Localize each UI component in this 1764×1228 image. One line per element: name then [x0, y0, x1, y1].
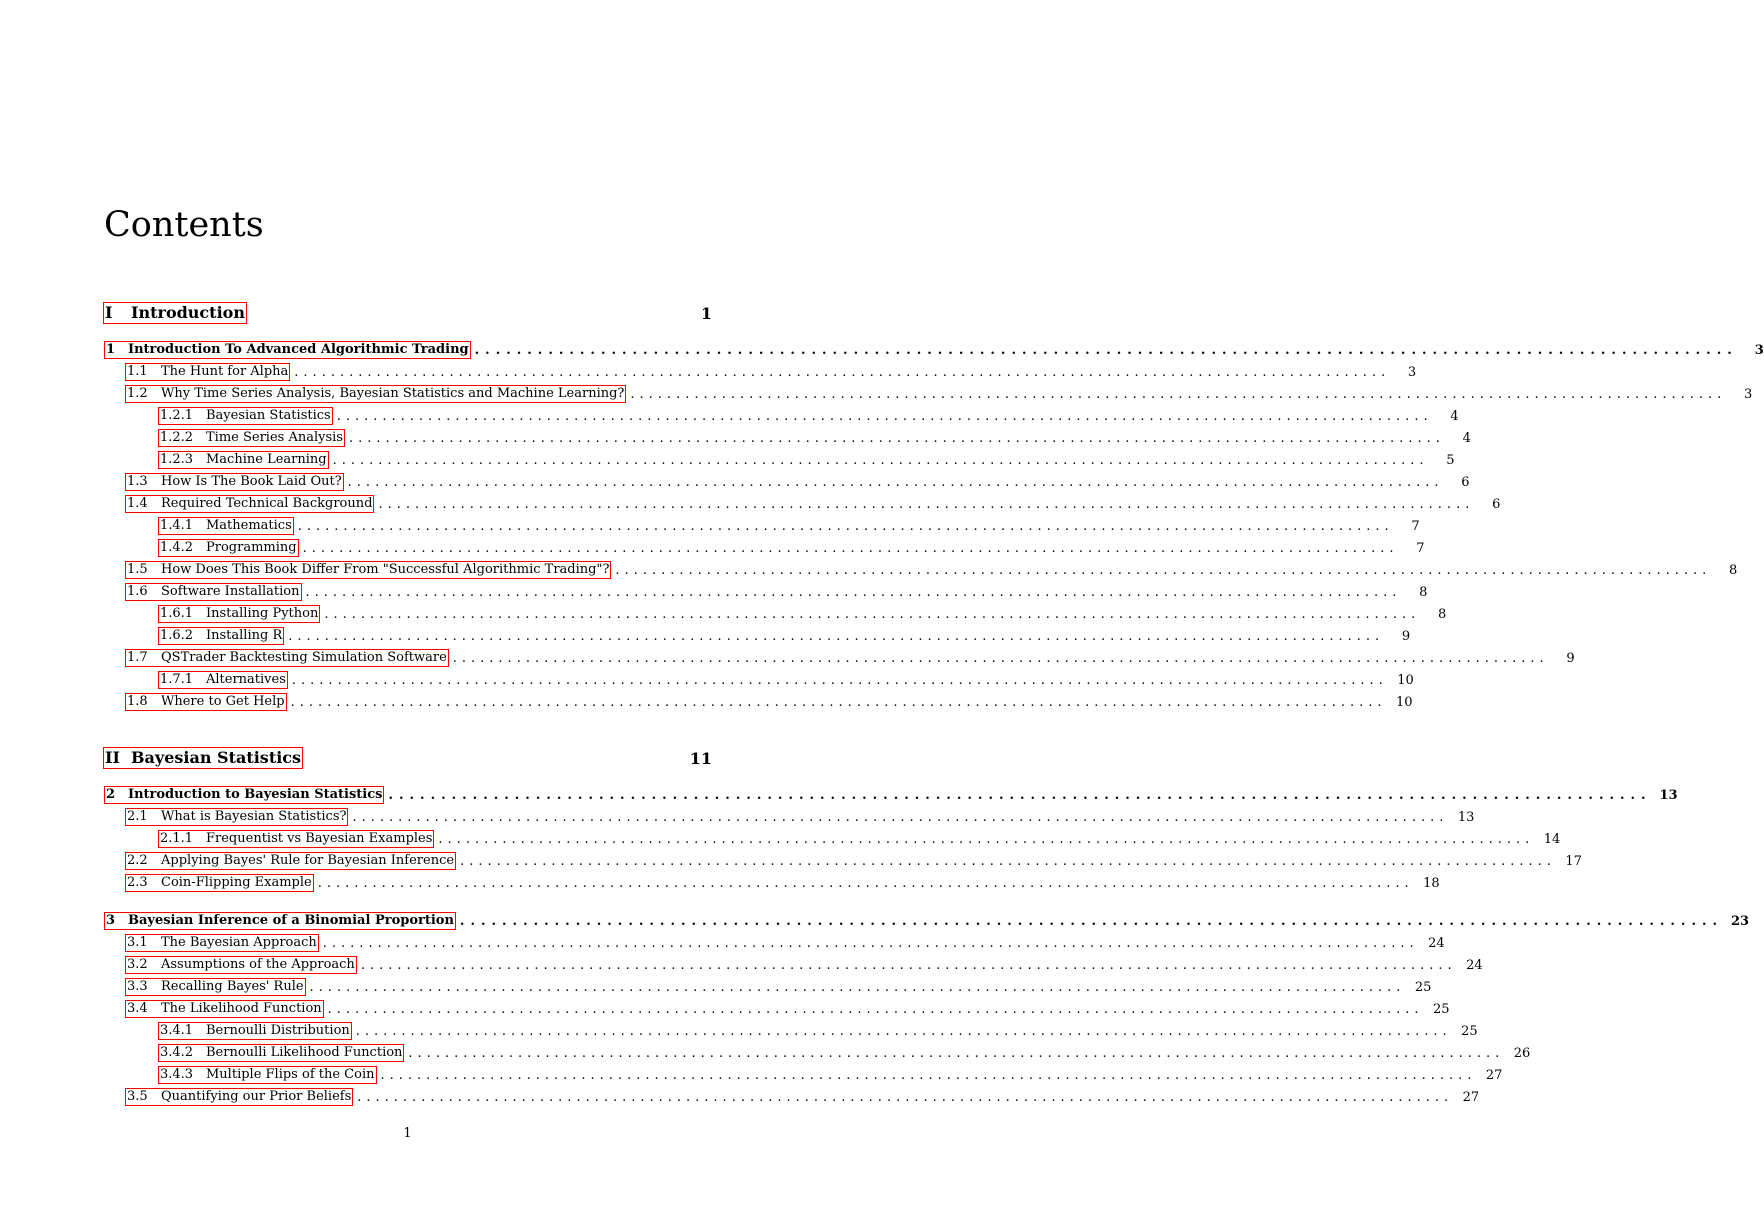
- toc-section-row: [125, 998, 1450, 1020]
- section-link[interactable]: [125, 978, 306, 996]
- section-title: Required Technical Background: [161, 496, 373, 511]
- section-page-number: 9: [1566, 650, 1575, 666]
- dot-leader: ........................................................................................................................: [615, 562, 1712, 578]
- toc-part-row: [103, 300, 712, 326]
- dot-leader: ........................................................................................................................: [322, 935, 1419, 951]
- subsection-title: Mathematics: [206, 518, 292, 533]
- section-link[interactable]: [125, 934, 319, 952]
- section-link[interactable]: [125, 852, 456, 870]
- part-link[interactable]: [103, 747, 303, 769]
- subsection-page-number: 25: [1461, 1023, 1478, 1039]
- section-title: Where to Get Help: [161, 694, 285, 709]
- subsection-link[interactable]: [158, 1022, 352, 1040]
- section-page-number: 8: [1729, 562, 1738, 578]
- dot-leader: ........................................................................................................................: [291, 672, 1388, 688]
- subsection-page-number: 5: [1446, 452, 1455, 468]
- toc-section-row: [125, 361, 1417, 383]
- section-link[interactable]: [125, 583, 302, 601]
- dot-leader: ........................................................................................................................: [348, 430, 1445, 446]
- toc-subsection-row: [158, 1020, 1478, 1042]
- section-title: Applying Bayes' Rule for Bayesian Inference: [161, 853, 455, 868]
- subsection-title: Bayesian Statistics: [206, 408, 331, 423]
- section-link[interactable]: [125, 1088, 353, 1106]
- section-number: 3.4: [127, 1001, 148, 1016]
- toc-section-row: [125, 647, 1575, 669]
- section-link[interactable]: [125, 473, 344, 491]
- subsection-number: 3.4.1: [160, 1023, 194, 1038]
- subsection-page-number: 9: [1401, 628, 1411, 644]
- part-page-number: 11: [689, 748, 712, 768]
- toc-chapter-row: [104, 910, 1750, 932]
- section-link[interactable]: [125, 956, 357, 974]
- dot-leader: ........................................................................................................................: [305, 584, 1402, 600]
- subsection-page-number: 4: [1450, 408, 1459, 424]
- dot-leader: ........................................................................................................................: [324, 606, 1421, 622]
- dot-leader: ........................................................................................................................: [317, 875, 1414, 891]
- part-number: II: [105, 748, 120, 767]
- section-page-number: 8: [1419, 584, 1428, 600]
- subsection-title: Time Series Analysis: [206, 430, 343, 445]
- subsection-number: 2.1.1: [160, 831, 194, 846]
- chapter-title: Introduction to Bayesian Statistics: [128, 787, 383, 802]
- section-page-number: 3: [1407, 364, 1417, 380]
- dot-leader: ........................................................................................................................: [332, 452, 1429, 468]
- chapter-link[interactable]: [104, 912, 456, 930]
- section-page-number: 6: [1461, 474, 1470, 490]
- subsection-page-number: 14: [1543, 831, 1561, 847]
- toc-section-row: [125, 471, 1470, 493]
- subsection-number: 3.4.2: [160, 1045, 194, 1060]
- dot-leader: ........................................................................................................................: [352, 809, 1449, 825]
- subsection-number: 1.6.1: [160, 606, 194, 621]
- dot-leader: ........................................................................................................................: [290, 694, 1387, 710]
- toc-section-row: [125, 806, 1475, 828]
- subsection-link[interactable]: [158, 429, 345, 447]
- subsection-number: 1.7.1: [160, 672, 194, 687]
- section-number: 2.3: [127, 875, 148, 890]
- section-title: Software Installation: [161, 584, 300, 599]
- toc-subsection-row: [158, 537, 1425, 559]
- subsection-title: Frequentist vs Bayesian Examples: [206, 831, 433, 846]
- section-title: How Is The Book Laid Out?: [161, 474, 342, 489]
- section-link[interactable]: [125, 495, 374, 513]
- chapter-title: Introduction To Advanced Algorithmic Trading: [128, 342, 469, 357]
- toc-subsection-row: [158, 669, 1414, 691]
- subsection-link[interactable]: [158, 1044, 404, 1062]
- subsection-page-number: 7: [1411, 518, 1420, 534]
- section-link[interactable]: [125, 363, 290, 381]
- section-number: 3.3: [127, 979, 148, 994]
- toc-section-row: [125, 559, 1738, 581]
- section-title: QSTrader Backtesting Simulation Software: [161, 650, 447, 665]
- chapter-number: 3: [106, 913, 116, 928]
- dot-leader: ........................................................................................................................: [388, 787, 1652, 803]
- dot-leader: ........................................................................................................................: [360, 957, 1457, 973]
- section-page-number: 6: [1492, 496, 1501, 512]
- part-number: I: [105, 303, 113, 322]
- section-page-number: 3: [1744, 386, 1753, 402]
- dot-leader: ........................................................................................................................: [294, 364, 1391, 380]
- toc-section-row: [125, 691, 1413, 713]
- subsection-page-number: 27: [1485, 1067, 1503, 1083]
- section-number: 3.2: [127, 957, 148, 972]
- chapter-page-number: 3: [1754, 342, 1764, 358]
- toc-part-row: [103, 745, 712, 771]
- section-number: 3.1: [127, 935, 148, 950]
- dot-leader: ........................................................................................................................: [309, 979, 1406, 995]
- toc-chapter-row: [104, 784, 1678, 806]
- subsection-number: 1.4.1: [160, 518, 194, 533]
- toc-section-row: [125, 976, 1432, 998]
- toc-section-row: [125, 581, 1428, 603]
- section-link[interactable]: [125, 385, 626, 403]
- toc-subsection-row: [158, 1064, 1503, 1086]
- toc-section-row: [125, 1086, 1480, 1108]
- page-title: Contents: [104, 205, 264, 245]
- toc-subsection-row: [158, 427, 1471, 449]
- subsection-number: 3.4.3: [160, 1067, 194, 1082]
- chapter-page-number: 13: [1659, 787, 1678, 803]
- section-number: 1.5: [127, 562, 148, 577]
- subsection-title: Installing R: [206, 628, 283, 643]
- chapter-link[interactable]: [104, 786, 384, 804]
- section-number: 1.8: [127, 694, 148, 709]
- dot-leader: ........................................................................................................................: [297, 518, 1394, 534]
- dot-leader: ........................................................................................................................: [380, 1067, 1477, 1083]
- section-page-number: 24: [1428, 935, 1445, 951]
- subsection-link[interactable]: [158, 1066, 377, 1084]
- subsection-page-number: 7: [1416, 540, 1425, 556]
- section-page-number: 27: [1462, 1089, 1480, 1105]
- dot-leader: ........................................................................................................................: [288, 628, 1385, 644]
- subsection-link[interactable]: [158, 605, 320, 623]
- section-title: Quantifying our Prior Beliefs: [161, 1089, 352, 1104]
- toc-subsection-row: [158, 515, 1420, 537]
- section-link[interactable]: [125, 808, 348, 826]
- section-link[interactable]: [125, 1000, 324, 1018]
- dot-leader: ........................................................................................................................: [438, 831, 1535, 847]
- section-number: 2.1: [127, 809, 148, 824]
- dot-leader: ........................................................................................................................: [474, 342, 1738, 358]
- section-title: How Does This Book Differ From "Successful Algorithmic Trading"?: [161, 562, 610, 577]
- dot-leader: ........................................................................................................................: [459, 913, 1724, 929]
- section-page-number: 24: [1466, 957, 1483, 973]
- section-title: Assumptions of the Approach: [161, 957, 355, 972]
- chapter-title: Bayesian Inference of a Binomial Proportion: [128, 913, 454, 928]
- section-title: The Likelihood Function: [161, 1001, 322, 1016]
- part-page-number: 1: [700, 303, 712, 323]
- chapter-page-number: 23: [1730, 913, 1750, 929]
- section-link[interactable]: [125, 874, 314, 892]
- subsection-title: Bernoulli Distribution: [206, 1023, 350, 1038]
- dot-leader: ........................................................................................................................: [378, 496, 1475, 512]
- part-title: Introduction: [131, 303, 245, 322]
- subsection-link[interactable]: [158, 517, 294, 535]
- subsection-link[interactable]: [158, 539, 299, 557]
- part-link[interactable]: [103, 302, 247, 324]
- section-title: The Hunt for Alpha: [161, 364, 289, 379]
- section-link[interactable]: [125, 693, 287, 711]
- dot-leader: ........................................................................................................................: [408, 1045, 1505, 1061]
- section-number: 1.1: [127, 364, 148, 379]
- section-number: 1.2: [127, 386, 148, 401]
- page-number: 1: [403, 1126, 412, 1141]
- subsection-title: Programming: [206, 540, 297, 555]
- subsection-link[interactable]: [158, 627, 284, 645]
- toc-section-row: [125, 932, 1445, 954]
- section-title: Why Time Series Analysis, Bayesian Statistics and Machine Learning?: [161, 386, 625, 401]
- section-number: 2.2: [127, 853, 148, 868]
- toc-section-row: [125, 954, 1483, 976]
- subsection-page-number: 10: [1397, 672, 1414, 688]
- chapter-link[interactable]: [104, 341, 471, 359]
- section-number: 1.6: [127, 584, 148, 599]
- subsection-link[interactable]: [158, 451, 329, 469]
- section-page-number: 13: [1457, 809, 1475, 825]
- subsection-page-number: 26: [1513, 1045, 1531, 1061]
- part-title: Bayesian Statistics: [131, 748, 302, 767]
- section-page-number: 17: [1565, 853, 1582, 869]
- subsection-title: Multiple Flips of the Coin: [206, 1067, 375, 1082]
- toc-subsection-row: [158, 449, 1455, 471]
- subsection-title: Installing Python: [206, 606, 319, 621]
- section-number: 1.3: [127, 474, 148, 489]
- subsection-title: Alternatives: [206, 672, 286, 687]
- section-number: 1.7: [127, 650, 148, 665]
- section-page-number: 18: [1423, 875, 1440, 891]
- toc-section-row: [125, 383, 1753, 405]
- toc-subsection-row: [158, 405, 1459, 427]
- dot-leader: ........................................................................................................................: [460, 853, 1556, 869]
- toc-subsection-row: [158, 603, 1447, 625]
- section-title: What is Bayesian Statistics?: [161, 809, 347, 824]
- subsection-number: 1.6.2: [160, 628, 194, 643]
- subsection-title: Bernoulli Likelihood Function: [206, 1045, 403, 1060]
- dot-leader: ........................................................................................................................: [302, 540, 1399, 556]
- dot-leader: ........................................................................................................................: [327, 1001, 1424, 1017]
- chapter-number: 2: [106, 787, 116, 802]
- section-link[interactable]: [125, 561, 611, 579]
- toc-subsection-row: [158, 625, 1411, 647]
- section-link[interactable]: [125, 649, 449, 667]
- dot-leader: ........................................................................................................................: [357, 1089, 1454, 1105]
- subsection-link[interactable]: [158, 407, 333, 425]
- subsection-number: 1.2.3: [160, 452, 194, 467]
- toc-section-row: [125, 850, 1582, 872]
- section-page-number: 25: [1414, 979, 1432, 995]
- dot-leader: ........................................................................................................................: [336, 408, 1433, 424]
- subsection-title: Machine Learning: [206, 452, 327, 467]
- dot-leader: ........................................................................................................................: [630, 386, 1727, 402]
- section-title: The Bayesian Approach: [161, 935, 317, 950]
- section-title: Recalling Bayes' Rule: [161, 979, 304, 994]
- subsection-page-number: 8: [1437, 606, 1447, 622]
- section-page-number: 25: [1433, 1001, 1450, 1017]
- toc-chapter-row: [104, 339, 1764, 361]
- subsection-link[interactable]: [158, 671, 288, 689]
- subsection-number: 1.2.1: [160, 408, 194, 423]
- toc-section-row: [125, 493, 1501, 515]
- toc-subsection-row: [158, 828, 1561, 850]
- subsection-number: 1.4.2: [160, 540, 194, 555]
- dot-leader: ........................................................................................................................: [355, 1023, 1452, 1039]
- section-title: Coin-Flipping Example: [161, 875, 312, 890]
- subsection-link[interactable]: [158, 830, 434, 848]
- dot-leader: ........................................................................................................................: [347, 474, 1444, 490]
- dot-leader: ........................................................................................................................: [452, 650, 1549, 666]
- section-page-number: 10: [1395, 694, 1413, 710]
- subsection-number: 1.2.2: [160, 430, 194, 445]
- toc-section-row: [125, 872, 1440, 894]
- section-number: 3.5: [127, 1089, 148, 1104]
- chapter-number: 1: [106, 342, 116, 357]
- subsection-page-number: 4: [1462, 430, 1471, 446]
- section-number: 1.4: [127, 496, 148, 511]
- toc-subsection-row: [158, 1042, 1531, 1064]
